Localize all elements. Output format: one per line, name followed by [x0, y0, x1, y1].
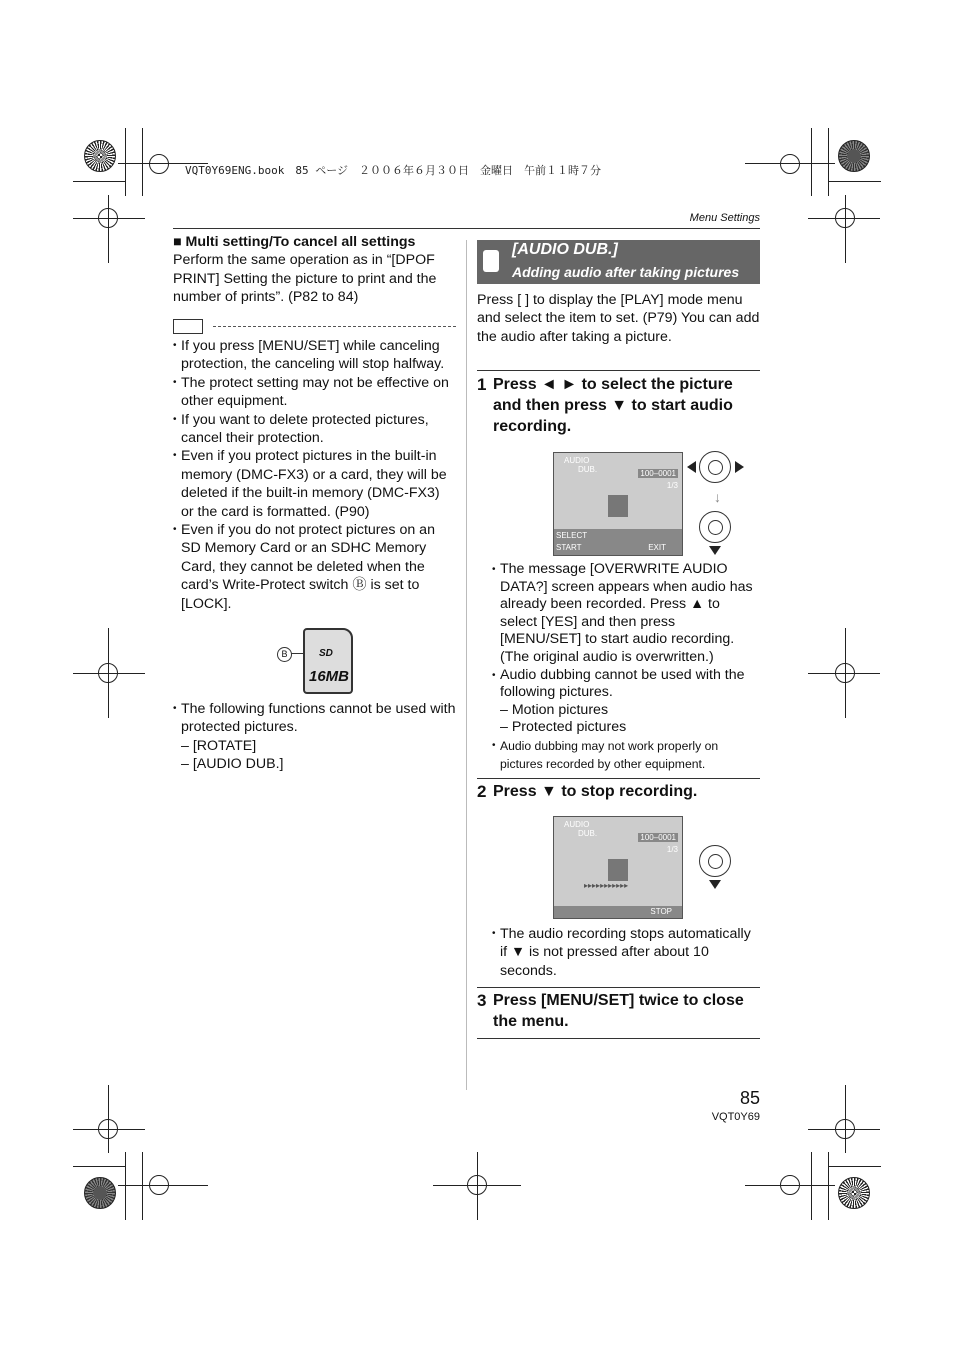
crop-mark — [829, 1166, 881, 1167]
note-item: • The message [OVERWRITE AUDIO DATA?] screen appears when audio has already been recorded. Press ▲ to select [YES] and then press [MENU/SET] to start audio recording. (The original audio is overwritten.) — [492, 561, 760, 667]
step-number: 1 — [477, 375, 487, 394]
rule — [477, 987, 760, 988]
step-2-notes — [492, 925, 760, 980]
note-item: • The audio recording stops automatically if ▼ is not pressed after about 10 seconds. — [492, 925, 760, 980]
screen-file-number: 100–0001 — [640, 469, 676, 478]
step-text: Press ▼ to stop recording. — [493, 783, 698, 800]
microphone-icon — [608, 495, 628, 517]
note-subitem: – [ROTATE] — [181, 737, 257, 754]
crosshair-mark — [808, 673, 880, 674]
doc-code: VQT0Y69 — [711, 1111, 760, 1123]
microphone-icon — [608, 859, 628, 881]
cursor-pad-icon — [699, 451, 731, 483]
crop-mark — [125, 128, 126, 196]
screen-select: SELECT — [556, 531, 588, 540]
crosshair-mark — [845, 195, 846, 263]
screen-bottom-bar — [554, 906, 682, 918]
note-item: • Audio dubbing may not work properly on pictures recorded by other equipment. — [492, 737, 760, 773]
step-1-notes — [492, 561, 760, 773]
note-item: • Even if you do not protect pictures on an SD Memory Card or an SDHC Memory Card, they cannot be deleted when the card’s Write-Protect switch Ⓑ is set to [LOCK]. — [173, 521, 456, 613]
crosshair-mark — [73, 1129, 145, 1130]
crop-mark — [73, 181, 125, 182]
crop-mark — [828, 128, 829, 196]
note-item: • If you press [MENU/SET] while canceling protection, the canceling will stop halfway. — [173, 337, 456, 374]
column-divider — [466, 240, 467, 1090]
rule — [477, 1038, 760, 1039]
crosshair-mark — [811, 128, 812, 196]
step-number: 3 — [477, 991, 487, 1010]
step-number: 2 — [477, 782, 487, 801]
screen-bottom-bar — [554, 529, 682, 555]
registration-sunburst-icon — [84, 1177, 116, 1209]
screen-label: AUDIO — [564, 820, 590, 829]
screen-count: 1/3 — [666, 481, 678, 490]
screen-count: 1/3 — [666, 845, 678, 854]
note-subitem: – [AUDIO DUB.] — [181, 756, 284, 773]
screen-label: DUB. — [578, 829, 598, 838]
right-column — [477, 240, 760, 346]
running-head: Menu Settings — [689, 212, 760, 224]
notes-list-2 — [173, 700, 456, 774]
notes-list — [173, 337, 456, 613]
cursor-pad-icon — [699, 511, 731, 543]
sd-card-image — [303, 628, 353, 694]
label-b: B — [277, 647, 292, 662]
sd-capacity: 16MB — [309, 668, 350, 685]
section-title: ■ Multi setting/To cancel all settings — [173, 234, 416, 250]
note-divider — [213, 326, 456, 327]
screen-label: AUDIO — [564, 456, 590, 465]
registration-sunburst-icon — [838, 1177, 870, 1209]
note-item: • If you want to delete protected pictures, cancel their protection. — [173, 411, 456, 448]
note-subitem: – Protected pictures — [500, 719, 627, 736]
print-header: VQT0Y69ENG.book 85 ページ ２００６年６月３０日 金曜日 午前１１時７分 — [185, 164, 601, 177]
crosshair-icon — [149, 154, 169, 174]
camera-screen-1 — [553, 452, 683, 556]
note-item: • The following functions cannot be used with protected pictures. — [173, 700, 456, 737]
camera-screen-2 — [553, 816, 683, 919]
header-rule — [173, 228, 760, 229]
step-3 — [477, 990, 760, 1032]
registration-sunburst-icon — [838, 140, 870, 172]
crosshair-mark — [745, 163, 835, 164]
screen-label: DUB. — [578, 465, 598, 474]
crop-mark — [73, 1166, 125, 1167]
step-text: Press ◄ ► to select the picture and then press ▼ to start audio recording. — [493, 376, 733, 435]
note-item: • Even if you protect pictures in the built-in memory (DMC-FX3) or a card, they will be deleted if the built-in memory (DMC-FX3) or the card is formatted. (P90) — [173, 447, 456, 521]
step-1 — [477, 374, 760, 437]
right-arrow-icon — [735, 461, 744, 473]
screen-file-number: 100–0001 — [640, 833, 676, 842]
crosshair-mark — [108, 195, 109, 263]
crop-mark — [828, 1152, 829, 1220]
arrow-right-icon — [291, 653, 303, 654]
crop-mark — [125, 1152, 126, 1220]
crosshair-mark — [73, 673, 145, 674]
left-column — [173, 233, 456, 307]
down-triangle-icon — [709, 546, 721, 555]
crosshair-icon — [780, 154, 800, 174]
page-number: 85 — [739, 1088, 760, 1108]
cursor-pad-icon — [699, 845, 731, 877]
crosshair-mark — [745, 1185, 835, 1186]
note-icon — [173, 319, 203, 334]
crosshair-mark — [118, 1185, 208, 1186]
screen-stop: STOP — [650, 907, 672, 916]
note-item: • The protect setting may not be effective on other equipment. — [173, 374, 456, 411]
left-arrow-icon — [687, 461, 696, 473]
intro-text: Press [ ] to display the [PLAY] mode menu and select the item to set. (P79) You can add the audio after taking a picture. — [477, 292, 760, 345]
down-arrow-icon: ↓ — [714, 489, 721, 505]
microphone-icon — [483, 250, 499, 272]
rule — [477, 370, 760, 371]
down-triangle-icon — [709, 880, 721, 889]
registration-sunburst-icon — [84, 140, 116, 172]
screen-exit: EXIT — [648, 543, 666, 552]
crosshair-mark — [808, 218, 880, 219]
crosshair-mark — [142, 1152, 143, 1220]
recording-progress: ▸▸▸▸▸▸▸▸▸▸▸ — [584, 881, 629, 890]
rule — [477, 778, 760, 779]
crosshair-mark — [811, 1152, 812, 1220]
crosshair-mark — [433, 1185, 521, 1186]
step-text: Press [MENU/SET] twice to close the menu. — [493, 992, 744, 1030]
crosshair-mark — [142, 128, 143, 196]
crop-mark — [829, 181, 881, 182]
section-banner — [477, 240, 760, 284]
sd-logo: SD — [319, 648, 333, 659]
note-item: • Audio dubbing cannot be used with the following pictures. — [492, 667, 760, 702]
banner-title: [AUDIO DUB.] — [512, 241, 618, 258]
section-body: Perform the same operation as in “[DPOF PRINT] Setting the picture to print and the number of prints”. (P82 to 84) — [173, 252, 437, 306]
crosshair-mark — [73, 218, 145, 219]
crosshair-mark — [808, 1129, 880, 1130]
step-2 — [477, 781, 760, 802]
screen-start: START — [556, 543, 582, 552]
banner-subtitle: Adding audio after taking pictures — [512, 264, 740, 280]
note-subitem: – Motion pictures — [500, 701, 609, 718]
